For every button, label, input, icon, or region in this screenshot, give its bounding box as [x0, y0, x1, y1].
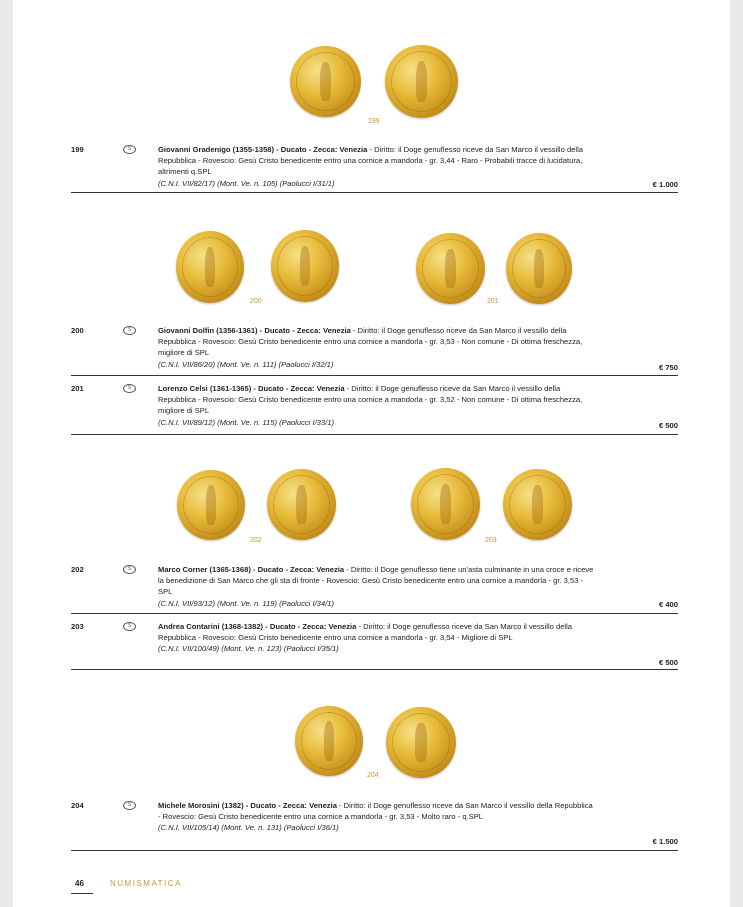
coin-199-obverse	[290, 46, 361, 117]
coin-label-199: 199	[368, 118, 380, 125]
divider	[71, 669, 678, 670]
lot-title: Giovanni Dolfin (1356-1361) - Ducato - Zecca: Venezia	[158, 326, 351, 335]
lot-text: - Diritto: il Doge genuflesso tiene un'asta culminante in una croce e riceve la benedizione di San Marco che gli sta di fronte - Rovescio: Gesù Cristo benedicente entro una cornice a mandorla - gr. 3,53 - SPL	[158, 565, 594, 597]
divider	[71, 192, 678, 193]
lot-number: 201	[71, 384, 84, 393]
lot-text: - Diritto: il Doge genuflesso riceve da San Marco il vessillo della Repubblica - Rovescio: Gesù Cristo benedicente entro una cornice a mandorla - gr. 3,53 - Non comune - Di ottima freschezza, migliore di SPL	[158, 326, 583, 358]
lot-204	[71, 800, 678, 852]
lot-description	[158, 383, 596, 428]
coin-photo-icon: S	[123, 145, 136, 154]
coin-204-obverse	[295, 706, 363, 776]
lot-reference: (C.N.I. VII/105/14) (Mont. Ve. n. 131) (Paolucci I/36/1)	[158, 823, 339, 833]
lot-reference: (C.N.I. VII/93/12) (Mont. Ve. n. 119) (Paolucci I/34/1)	[158, 598, 334, 608]
lot-200	[71, 325, 678, 375]
lot-price: € 1.000	[652, 180, 678, 189]
coin-203-obverse	[411, 468, 480, 540]
footer-divider	[71, 893, 93, 894]
coin-photo-icon: S	[123, 326, 136, 335]
lot-title: Marco Corner (1365-1368) - Ducato - Zecca: Venezia	[158, 565, 345, 574]
lot-reference: (C.N.I. VII/82/17) (Mont. Ve. n. 105) (Paolucci I/31/1)	[158, 178, 335, 188]
coin-label-204: 204	[367, 772, 379, 779]
catalog-page	[13, 0, 730, 907]
divider	[71, 613, 678, 614]
lot-199	[71, 144, 678, 196]
lot-description	[158, 621, 596, 655]
lot-price: € 400	[658, 600, 678, 609]
lot-number: 199	[71, 145, 84, 154]
divider	[71, 434, 678, 435]
page-number: 46	[75, 879, 84, 888]
section-label: NUMISMATICA	[110, 879, 182, 888]
coin-202-reverse	[267, 469, 336, 540]
lot-title: Giovanni Gradenigo (1355-1358) - Ducato - Zecca: Venezia	[158, 145, 368, 154]
coin-202-obverse	[177, 470, 245, 540]
coin-200-obverse	[176, 231, 244, 303]
lot-title: Michele Morosini (1382) - Ducato - Zecca: Venezia	[158, 801, 337, 810]
lot-price: € 500	[658, 658, 678, 667]
coin-photo-icon: S	[123, 384, 136, 393]
divider	[71, 850, 678, 851]
lot-reference: (C.N.I. VII/86/20) (Mont. Ve. n. 111) (Paolucci I/32/1)	[158, 359, 334, 369]
lot-description	[158, 325, 596, 370]
lot-description	[158, 564, 596, 609]
coin-201-obverse	[416, 233, 485, 304]
lot-number: 202	[71, 565, 84, 574]
lot-201	[71, 383, 678, 435]
coin-photo-icon: S	[123, 801, 136, 810]
coin-200-reverse	[271, 230, 339, 302]
lot-price: € 1.500	[652, 837, 678, 846]
coin-label-201: 201	[487, 298, 499, 305]
lot-text: - Diritto: il Doge genuflesso riceve da San Marco il vessillo della Repubblica - Rovescio: Gesù Cristo benedicente entro una cornice a mandorla - gr. 3,52 - Non comune - Di ottima freschezza, migliore di SPL	[158, 384, 583, 416]
lot-reference: (C.N.I. VII/89/12) (Mont. Ve. n. 115) (Paolucci I/33/1)	[158, 417, 334, 427]
lot-202	[71, 564, 678, 614]
coin-204-reverse	[386, 707, 456, 778]
lot-price: € 500	[658, 421, 678, 430]
coin-203-reverse	[503, 469, 572, 540]
lot-title: Andrea Contarini (1368-1382) - Ducato - Zecca: Venezia	[158, 622, 357, 631]
coin-201-reverse	[506, 233, 572, 304]
lot-text: - Diritto: il Doge genuflesso riceve da San Marco il vessillo della Repubblica - Rovescio: Gesù Cristo benedicente entro una cornice a mandorla - gr. 3,44 - Raro - Probabili tracce di lucidatura, altrimenti q.SPL	[158, 145, 584, 177]
lot-number: 204	[71, 801, 84, 810]
lot-number: 200	[71, 326, 84, 335]
lot-description	[158, 144, 596, 189]
coin-label-200: 200	[250, 298, 262, 305]
lot-description	[158, 800, 596, 834]
coin-label-202: 202	[250, 537, 262, 544]
lot-number: 203	[71, 622, 84, 631]
lot-title: Lorenzo Celsi (1361-1365) - Ducato - Zecca: Venezia	[158, 384, 345, 393]
lot-text: - Diritto: il Doge genuflesso riceve da San Marco il vessillo della Repubblica - Rovescio: Gesù Cristo benedicente entro una cornice a mandorla - gr. 3,53 - Molto raro - q.SPL	[158, 801, 593, 822]
lot-price: € 750	[658, 363, 678, 372]
coin-photo-icon: S	[123, 565, 136, 574]
coin-label-203: 203	[485, 537, 497, 544]
lot-reference: (C.N.I. VII/100/49) (Mont. Ve. n. 123) (Paolucci I/35/1)	[158, 644, 339, 654]
lot-203	[71, 621, 678, 671]
coin-photo-icon: S	[123, 622, 136, 631]
coin-199-reverse	[385, 45, 458, 118]
divider	[71, 375, 678, 376]
lot-text: - Diritto: il Doge genuflesso riceve da San Marco il vessillo della Repubblica - Rovescio: Gesù Cristo benedicente entro una cornice a mandorla - gr. 3,54 - Migliore di SPL	[158, 622, 573, 643]
